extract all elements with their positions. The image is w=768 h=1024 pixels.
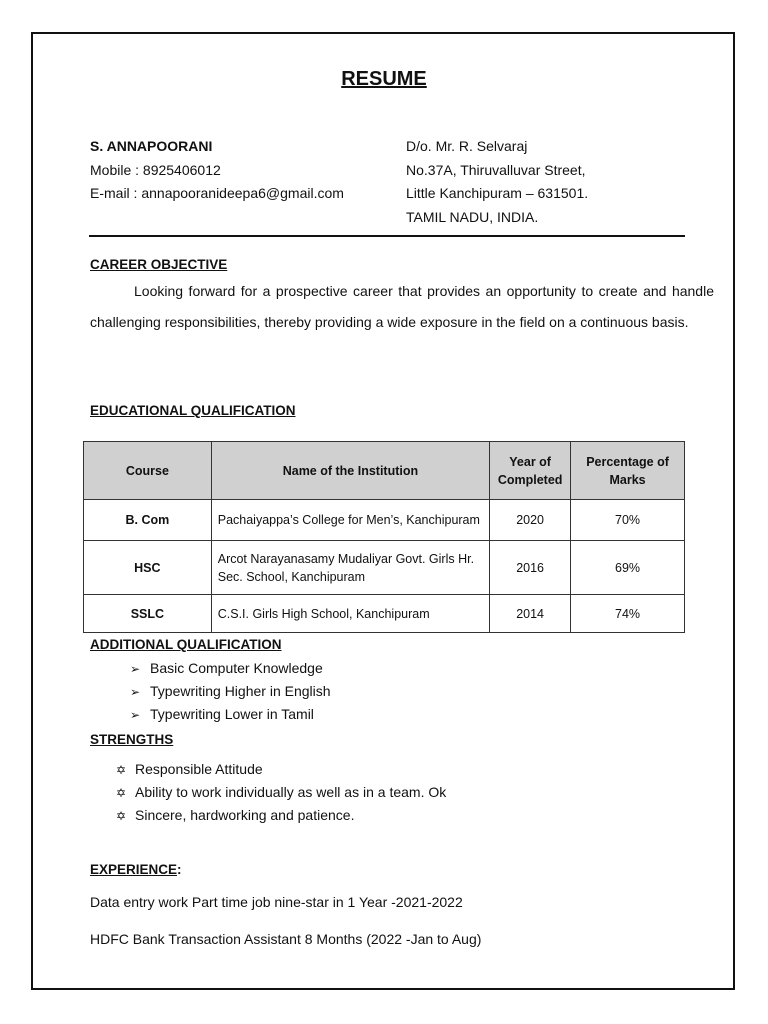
column-header: Year of Completed: [490, 442, 571, 500]
address-line: No.37A, Thiruvalluvar Street,: [406, 161, 586, 178]
mobile-number: Mobile : 8925406012: [90, 161, 221, 178]
column-header: Name of the Institution: [211, 442, 489, 500]
percentage-cell: 74%: [571, 595, 685, 633]
column-header: Course: [84, 442, 212, 500]
resume-title: RESUME: [341, 68, 427, 90]
strengths-heading: STRENGTHS: [90, 732, 174, 747]
list-item-text: Responsible Attitude: [135, 761, 263, 777]
star-bullet-icon: ✡: [116, 786, 127, 800]
list-item: [130, 657, 331, 680]
list-item-text: Basic Computer Knowledge: [150, 660, 323, 676]
list-item: [116, 758, 446, 781]
experience-heading-wrap: [90, 862, 182, 877]
column-header: Percentage of Marks: [571, 442, 685, 500]
year-cell: 2014: [490, 595, 571, 633]
strengths-list: [116, 758, 446, 827]
list-item: [130, 703, 331, 726]
list-item: [130, 680, 331, 703]
career-objective-body: Looking forward for a prospective career that provides an opportunity to create and handle challenging responsibilities, thereby providing a wide exposure in the field on a continuous basis.: [90, 283, 714, 330]
table-row: [84, 541, 685, 595]
list-item: [116, 781, 446, 804]
percentage-cell: 70%: [571, 500, 685, 541]
course-cell: B. Com: [84, 500, 212, 541]
table-header-row: [84, 442, 685, 500]
institution-cell: Arcot Narayanasamy Mudaliyar Govt. Girls Hr. Sec. School, Kanchipuram: [211, 541, 489, 595]
experience-heading: EXPERIENCE: [90, 862, 178, 877]
contact-block: [90, 135, 344, 206]
address-block: [406, 135, 588, 229]
list-item-text: Sincere, hardworking and patience.: [135, 807, 355, 823]
experience-heading-colon: :: [177, 862, 182, 877]
list-item-text: Typewriting Lower in Tamil: [150, 706, 314, 722]
experience-item: HDFC Bank Transaction Assistant 8 Months (2022 -Jan to Aug): [90, 931, 482, 947]
experience-item: Data entry work Part time job nine-star in 1 Year -2021-2022: [90, 894, 463, 910]
address-line: D/o. Mr. R. Selvaraj: [406, 138, 528, 154]
education-heading: EDUCATIONAL QUALIFICATION: [90, 403, 296, 418]
list-item: [116, 804, 446, 827]
arrow-bullet-icon: ➢: [130, 708, 141, 722]
arrow-bullet-icon: ➢: [130, 662, 141, 676]
address-line: Little Kanchipuram – 631501.: [406, 185, 589, 201]
list-item-text: Ability to work individually as well as in a team. Ok: [135, 784, 447, 800]
institution-cell: Pachaiyappa’s College for Men’s, Kanchipuram: [211, 500, 489, 541]
star-bullet-icon: ✡: [116, 763, 127, 777]
table-row: [84, 595, 685, 633]
table-row: [84, 500, 685, 541]
course-cell: SSLC: [84, 595, 212, 633]
list-item-text: Typewriting Higher in English: [150, 683, 331, 699]
arrow-bullet-icon: ➢: [130, 685, 141, 699]
star-bullet-icon: ✡: [116, 809, 127, 823]
additional-qualification-list: [130, 657, 331, 726]
applicant-name: S. ANNAPOORANI: [90, 138, 213, 154]
institution-cell: C.S.I. Girls High School, Kanchipuram: [211, 595, 489, 633]
email-address: E-mail : annapooranideepa6@gmail.com: [90, 185, 344, 201]
course-cell: HSC: [84, 541, 212, 595]
header-divider: [89, 235, 685, 237]
career-objective-text: [90, 276, 714, 338]
career-objective-heading: CAREER OBJECTIVE: [90, 257, 228, 272]
additional-qualification-heading: ADDITIONAL QUALIFICATION: [90, 637, 282, 652]
address-line: TAMIL NADU, INDIA.: [406, 208, 539, 225]
year-cell: 2020: [490, 500, 571, 541]
year-cell: 2016: [490, 541, 571, 595]
education-table: [83, 441, 685, 633]
percentage-cell: 69%: [571, 541, 685, 595]
